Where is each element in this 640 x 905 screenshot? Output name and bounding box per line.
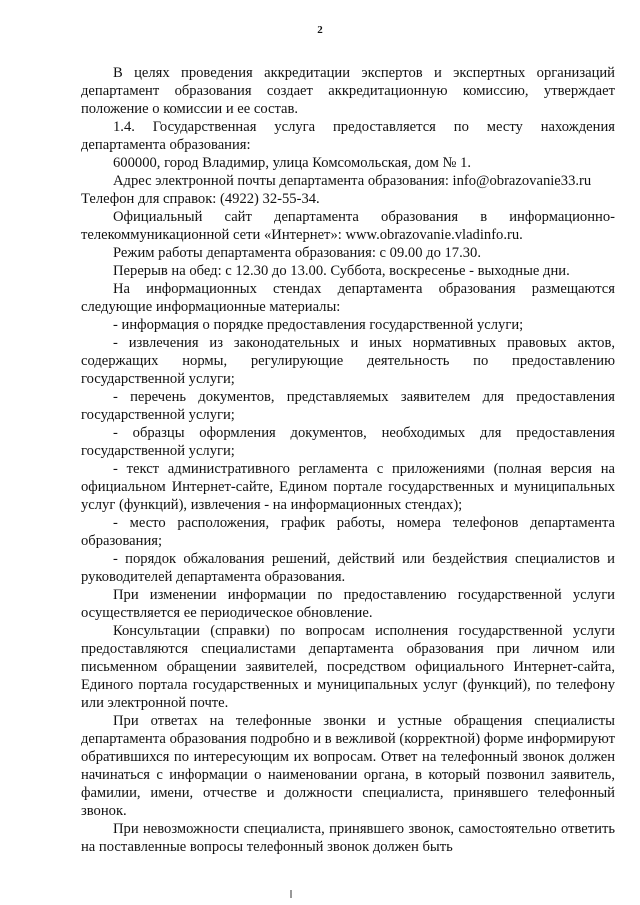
page-number: 2 xyxy=(317,24,323,36)
list-item: - текст административного регламента с приложениями (полная версия на официальном Интернет-сайте, Едином портале государственных и муниципальных услуг (функций), извлечения - на информационных стендах); xyxy=(81,461,615,513)
list-item: - информация о порядке предоставления государственной услуги; xyxy=(113,317,524,333)
paragraph-info-update: При изменении информации по предоставлению государственной услуги осуществляется ее периодическое обновление. xyxy=(81,587,615,621)
paragraph-phone: Телефон для справок: (4922) 32-55-34. xyxy=(81,191,320,207)
paragraph-email: Адрес электронной почты департамента образования: info@obrazovanie33.ru xyxy=(113,173,592,189)
list-item: - извлечения из законодательных и иных нормативных правовых актов, содержащих нормы, регулирующие деятельность по предоставлению государственной услуги; xyxy=(81,335,615,387)
paragraph-phone-answers: При ответах на телефонные звонки и устные обращения специалисты департамента образования подробно и в вежливой (корректной) форме информируют обратившихся по интересующим их вопросам. Ответ на телефонный звонок должен начинаться с информации о наименовании органа, в который позвонил заявитель, фамилии, имени, отчестве и должности специалиста, принявшего телефонный звонок. xyxy=(81,713,615,819)
paragraph-accreditation: В целях проведения аккредитации экспертов и экспертных организаций департамент образования создает аккредитационную комиссию, утверждает положение о комиссии и ее состав. xyxy=(81,65,615,117)
paragraph-transfer-call: При невозможности специалиста, принявшего звонок, самостоятельно ответить на поставленные вопросы телефонный звонок должен быть xyxy=(81,821,615,855)
list-item: - порядок обжалования решений, действий или бездействия специалистов и руководителей департамента образования. xyxy=(81,551,615,585)
paragraph-consultations: Консультации (справки) по вопросам исполнения государственной услуги предоставляются специалистами департамента образования при личном или письменном обращении заявителей, посредством официального Интернет-сайта, Единого портала государственных и муниципальных услуг (функций), по телефону или электронной почте. xyxy=(81,623,615,711)
document-body xyxy=(81,64,615,856)
list-item: - место расположения, график работы, номера телефонов департамента образования; xyxy=(81,515,615,549)
paragraph-website: Официальный сайт департамента образования в информационно-телекоммуникационной сети «Интернет»: www.obrazovanie.vladinfo.ru. xyxy=(81,209,615,243)
paragraph-lunch-break: Перерыв на обед: с 12.30 до 13.00. Суббота, воскресенье - выходные дни. xyxy=(113,263,570,279)
scan-artifact xyxy=(290,890,292,898)
paragraph-info-stands: На информационных стендах департамента образования размещаются следующие информационные материалы: xyxy=(81,281,615,315)
paragraph-working-hours: Режим работы департамента образования: с 09.00 до 17.30. xyxy=(113,245,481,261)
paragraph-address: 600000, город Владимир, улица Комсомольская, дом № 1. xyxy=(113,155,472,171)
list-item: - перечень документов, представляемых заявителем для предоставления государственной услуги; xyxy=(81,389,615,423)
list-item: - образцы оформления документов, необходимых для предоставления государственной услуги; xyxy=(81,425,615,459)
paragraph-service-location: 1.4. Государственная услуга предоставляется по месту нахождения департамента образования: xyxy=(81,119,615,153)
